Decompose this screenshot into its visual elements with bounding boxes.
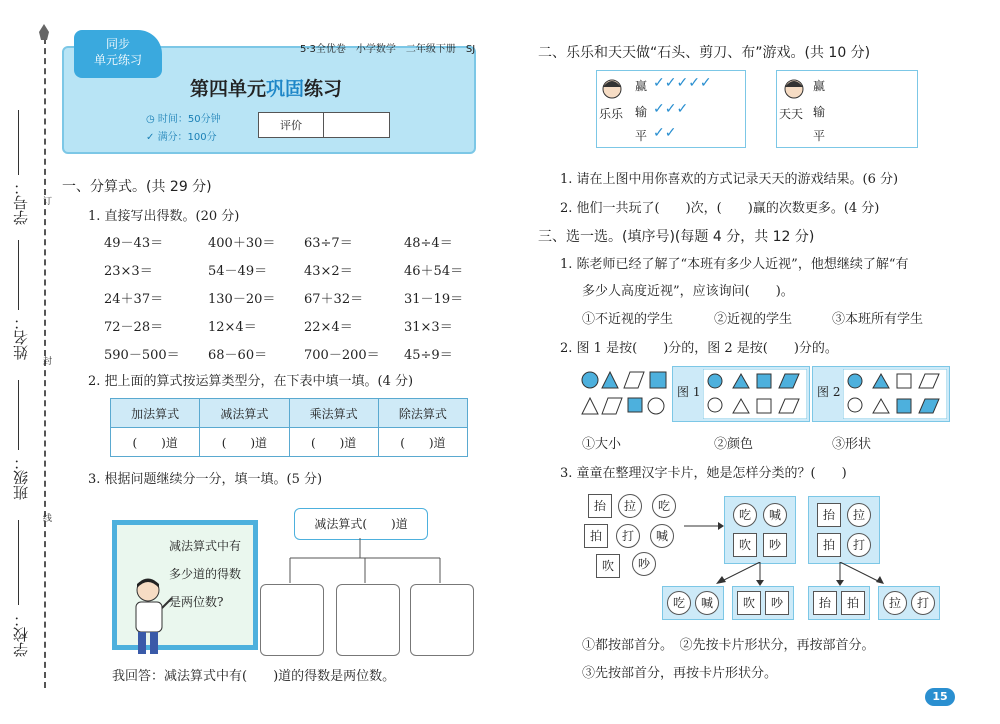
sub-group-2: [732, 586, 794, 620]
tree-connectors: [250, 538, 470, 588]
equation-item[interactable]: 67＋32＝: [304, 292, 364, 307]
series-info: 5·3全优卷 小学数学 二年级下册 SJ: [300, 44, 476, 55]
board-line-3: 是两位数?: [169, 595, 224, 609]
figure-1-label: 图 1: [677, 385, 701, 399]
section-2-title: 二、乐乐和天天做“石头、剪刀、布”游戏。(共 10 分): [538, 45, 871, 61]
lele-win-checks: ✓✓✓✓✓: [653, 75, 712, 91]
equation-item[interactable]: 23×3＝: [104, 264, 153, 279]
table-cell-add[interactable]: ( )道: [111, 428, 200, 457]
question-1-2: 2. 把上面的算式按运算类型分，在下表中填一填。(4 分): [88, 374, 414, 389]
lele-tie-checks: ✓✓: [653, 125, 677, 141]
sort-arrow: [684, 520, 724, 532]
char-card: 吃: [733, 503, 757, 527]
char-card: 抬: [813, 591, 837, 615]
equation-item[interactable]: 31－19＝: [404, 292, 464, 307]
tree-answer-box-3[interactable]: [410, 584, 474, 656]
check-circle-icon: ✓: [146, 132, 158, 143]
teacher-illustration: [124, 576, 176, 662]
table-cell-sub[interactable]: ( )道: [200, 428, 289, 457]
q3-2-option-2[interactable]: ②颜色: [714, 437, 754, 452]
question-3-2: 2. 图 1 是按( )分的，图 2 是按( )分的。: [560, 341, 838, 356]
clock-icon: ◷: [146, 114, 158, 125]
question-1-1: 1. 直接写出得数。(20 分): [88, 209, 240, 224]
char-card: 抬: [817, 503, 841, 527]
board-line-2: 多少道的得数: [169, 567, 242, 581]
eval-input[interactable]: [324, 113, 389, 137]
title-highlight: 巩固: [266, 78, 305, 100]
school-line: [18, 520, 19, 605]
page-title: [190, 74, 342, 101]
char-card: 抬: [588, 494, 612, 518]
char-card: 吃: [667, 591, 691, 615]
equation-item[interactable]: 22×4＝: [304, 320, 353, 335]
score-text: 满分：100分: [157, 132, 217, 143]
char-card: 吹: [596, 554, 620, 578]
page-number: 15: [925, 688, 955, 706]
equation-item[interactable]: 130－20＝: [208, 292, 276, 307]
equation-item[interactable]: 24＋37＝: [104, 292, 164, 307]
binding-mark-zhuang: 订: [41, 196, 51, 205]
title-pre: 第四单元: [190, 78, 267, 100]
table-cell-div[interactable]: ( )道: [378, 428, 467, 457]
binding-mark-xian: 线: [41, 513, 51, 522]
char-card: 吹: [733, 533, 757, 557]
time-text: 时间：50分钟: [157, 114, 221, 125]
char-card: 拉: [883, 591, 907, 615]
equation-item[interactable]: 45÷9＝: [404, 348, 453, 363]
equation-item[interactable]: 72－28＝: [104, 320, 164, 335]
question-2-2: 2. 他们一共玩了( )次，( )赢的次数更多。(4 分): [560, 201, 880, 216]
char-card: 喊: [695, 591, 719, 615]
number-label: 学号：: [12, 180, 30, 225]
class-line: [18, 380, 19, 450]
rocket-icon: [38, 24, 50, 42]
table-header-mul: 乘法算式: [289, 399, 378, 428]
lele-tie-label: 平: [635, 129, 648, 143]
equation-item[interactable]: 700－200＝: [304, 348, 380, 363]
lele-win-label: 赢: [635, 79, 648, 93]
tree-top-label: 减法算式( )道: [314, 517, 408, 531]
char-card: 吵: [632, 552, 656, 576]
eval-label: 评价: [259, 113, 324, 137]
tiantian-avatar: [783, 77, 805, 101]
score-info: [146, 128, 217, 143]
binding-mark-feng: 封: [41, 356, 51, 365]
question-3-1-line2: 多少人高度近视”，应该询问( )。: [582, 284, 794, 299]
equation-item[interactable]: 48÷4＝: [404, 236, 453, 251]
char-card: 拍: [584, 524, 608, 548]
tiantian-win-label: 赢: [813, 79, 826, 93]
char-card: 拍: [841, 591, 865, 615]
question-2-1: 1. 请在上图中用你喜欢的方式记录天天的游戏结果。(6 分): [560, 172, 899, 187]
tiantian-name: 天天: [779, 107, 804, 121]
table-cell-mul[interactable]: ( )道: [289, 428, 378, 457]
char-card: 打: [616, 524, 640, 548]
equation-item[interactable]: 12×4＝: [208, 320, 257, 335]
char-card: 吵: [763, 533, 787, 557]
badge-line1: 同步: [105, 37, 130, 51]
tiantian-record-card[interactable]: [776, 70, 918, 148]
char-card: 打: [847, 533, 871, 557]
char-card: 吹: [737, 591, 761, 615]
sort-group-hand: [808, 496, 880, 564]
char-card: 吃: [652, 494, 676, 518]
equation-item[interactable]: 49－43＝: [104, 236, 164, 251]
equation-item[interactable]: 43×2＝: [304, 264, 353, 279]
equation-item[interactable]: 590－500＝: [104, 348, 180, 363]
sort-group-round: [724, 496, 796, 564]
equation-item[interactable]: 46＋54＝: [404, 264, 464, 279]
question-3-1-line1: 1. 陈老师已经了解了“本班有多少人近视”，他想继续了解“有: [560, 257, 909, 272]
lele-avatar: [601, 77, 623, 101]
board-line-1: 减法算式中有: [169, 539, 242, 553]
tree-top-box: [294, 508, 428, 540]
equation-item[interactable]: 68－60＝: [208, 348, 268, 363]
time-info: [146, 110, 221, 125]
q3-2-option-3[interactable]: ③形状: [832, 437, 872, 452]
q3-1-option-3[interactable]: ③本班所有学生: [832, 312, 924, 327]
char-card: 喊: [763, 503, 787, 527]
sub-group-1: [662, 586, 724, 620]
section-1-title: 一、分算式。(共 29 分): [62, 179, 212, 195]
name-line: [18, 240, 19, 310]
figure-1-shapes: [703, 369, 807, 419]
char-card: 拉: [618, 494, 642, 518]
q3-1-option-2[interactable]: ②近视的学生: [714, 312, 793, 327]
char-card: 拉: [847, 503, 871, 527]
figure-2-shapes: [843, 369, 947, 419]
char-card: 拍: [817, 533, 841, 557]
lele-name: 乐乐: [599, 107, 624, 121]
table-header-sub: 减法算式: [200, 399, 289, 428]
table-header-div: 除法算式: [378, 399, 467, 428]
name-label: 姓名：: [12, 315, 30, 360]
char-card: 吵: [765, 591, 789, 615]
figure-2-label: 图 2: [817, 385, 841, 399]
char-card: 打: [911, 591, 935, 615]
number-line: [18, 110, 19, 175]
sort-sub-arrows: [680, 562, 900, 586]
sub-group-4: [878, 586, 940, 620]
q3-3-options-line2[interactable]: ③先按部首分，再按卡片形状分。: [582, 666, 778, 681]
tree-answer-box-1[interactable]: [260, 584, 324, 656]
question-1-3: 3. 根据问题继续分一分，填一填。(5 分): [88, 472, 323, 487]
figure-1-group: [672, 366, 810, 422]
category-table: [110, 398, 468, 457]
equation-item[interactable]: 400＋30＝: [208, 236, 276, 251]
shape-set-original: [580, 368, 670, 424]
tiantian-tie-label: 平: [813, 129, 826, 143]
title-post: 练习: [304, 78, 343, 100]
question-3-3: 3. 童童在整理汉字卡片，她是怎样分类的？( ): [560, 466, 847, 481]
q3-1-option-1[interactable]: ①不近视的学生: [582, 312, 674, 327]
evaluation-box[interactable]: [258, 112, 390, 138]
lele-record-card: [596, 70, 746, 148]
school-label: 学校：: [12, 612, 30, 657]
sub-group-3: [808, 586, 870, 620]
equation-item[interactable]: 54－49＝: [208, 264, 268, 279]
q3-3-options-line1[interactable]: ①都按部首分。 ②先按卡片形状分，再按部首分。: [582, 638, 875, 653]
equation-item[interactable]: 31×3＝: [404, 320, 453, 335]
badge-line2: 单元练习: [93, 53, 142, 67]
tree-answer-box-2[interactable]: [336, 584, 400, 656]
class-label: 班级：: [12, 455, 30, 500]
figure-2-group: [812, 366, 950, 422]
lele-lose-label: 输: [635, 105, 648, 119]
q3-2-option-1[interactable]: ①大小: [582, 437, 622, 452]
lele-lose-checks: ✓✓✓: [653, 101, 689, 117]
unit-badge: [74, 30, 162, 78]
equation-item[interactable]: 63÷7＝: [304, 236, 353, 251]
table-header-add: 加法算式: [111, 399, 200, 428]
answer-sentence: 我回答：减法算式中有( )道的得数是两位数。: [112, 669, 396, 684]
tiantian-lose-label: 输: [813, 105, 826, 119]
char-card: 喊: [650, 524, 674, 548]
section-3-title: 三、选一选。(填序号)(每题 4 分，共 12 分): [538, 229, 815, 245]
